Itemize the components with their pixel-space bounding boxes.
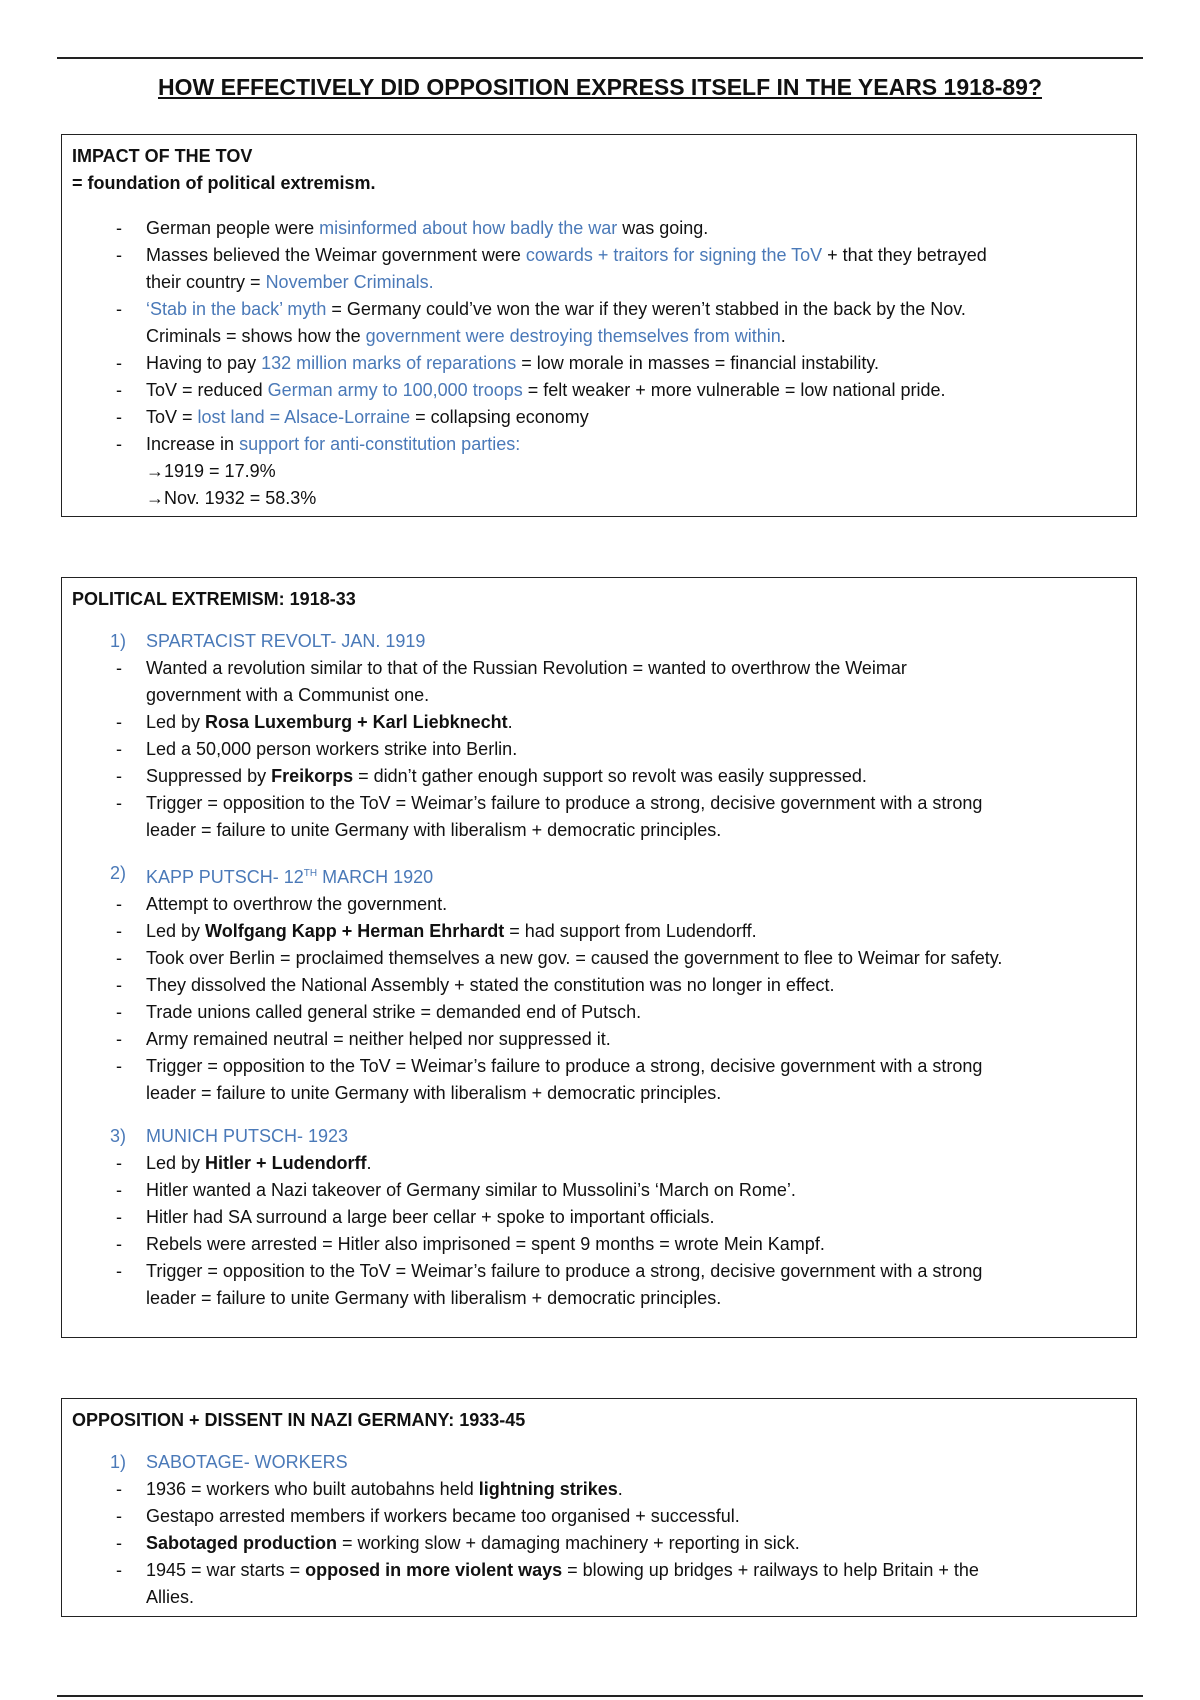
list-item: - Led by Wolfgang Kapp + Herman Ehrhardt = had support from Ludendorff.: [116, 921, 757, 941]
list-item: - Trigger = opposition to the ToV = Weimar’s failure to produce a strong, decisive government with a strong leader = failure to unite Germany with liberalism + democratic principles.: [116, 1056, 983, 1103]
list-item: - Attempt to overthrow the government.: [116, 894, 448, 914]
impact-subheading: = foundation of political extremism.: [72, 173, 376, 193]
impact-of-tov-box: [61, 134, 1137, 517]
list-item: - Suppressed by Freikorps = didn’t gather enough support so revolt was easily suppressed.: [116, 766, 867, 786]
list-item: - Led by Hitler + Ludendorff.: [116, 1153, 372, 1173]
list-item: - Trigger = opposition to the ToV = Weimar’s failure to produce a strong, decisive government with a strong leader = failure to unite Germany with liberalism + democratic principles.: [116, 793, 983, 840]
list-item: - Sabotaged production = working slow + damaging machinery + reporting in sick.: [116, 1533, 800, 1553]
list-item: - Trigger = opposition to the ToV = Weimar’s failure to produce a strong, decisive government with a strong leader = failure to unite Germany with liberalism + democratic principles.: [116, 1261, 983, 1308]
list-item: - Wanted a revolution similar to that of the Russian Revolution = wanted to overthrow the Weimar government with a Communist one.: [116, 658, 907, 705]
section-title: 1) SPARTACIST REVOLT- JAN. 1919: [110, 631, 426, 651]
list-item: - Hitler wanted a Nazi takeover of Germany similar to Mussolini’s ‘March on Rome’.: [116, 1180, 796, 1200]
nazi-heading: OPPOSITION + DISSENT IN NAZI GERMANY: 1933-45: [72, 1410, 526, 1430]
list-item: - ToV = lost land = Alsace-Lorraine = collapsing economy: [116, 407, 589, 427]
impact-heading: IMPACT OF THE TOV: [72, 146, 253, 166]
list-item: - Trade unions called general strike = demanded end of Putsch.: [116, 1002, 642, 1022]
list-item: - Army remained neutral = neither helped nor suppressed it.: [116, 1029, 611, 1049]
list-item: - Led by Rosa Luxemburg + Karl Liebknecht.: [116, 712, 513, 732]
list-item: - Hitler had SA surround a large beer cellar + spoke to important officials.: [116, 1207, 715, 1227]
list-item: - Masses believed the Weimar government were cowards + traitors for signing the ToV + that they betrayed their country = November Criminals.: [116, 245, 987, 292]
list-item: - Took over Berlin = proclaimed themselves a new gov. = caused the government to flee to Weimar for safety.: [116, 948, 1003, 968]
munich-putsch-section: [72, 1123, 1126, 1312]
political-extremism-box: [61, 577, 1137, 1338]
spartacist-section: [72, 628, 1126, 844]
list-item: - They dissolved the National Assembly + stated the constitution was no longer in effect.: [116, 975, 835, 995]
list-item: - Gestapo arrested members if workers became too organised + successful.: [116, 1506, 740, 1526]
list-item: - German people were misinformed about how badly the war was going.: [116, 218, 709, 238]
stat-1919: →1919 = 17.9%: [146, 461, 276, 481]
nazi-germany-opposition-box: [61, 1398, 1137, 1617]
bottom-rule: [57, 1695, 1143, 1697]
list-item: - Increase in support for anti-constitution parties:: [116, 434, 521, 454]
list-item: - 1945 = war starts = opposed in more violent ways = blowing up bridges + railways to help Britain + the Allies.: [116, 1560, 979, 1607]
list-item: - ‘Stab in the back’ myth = Germany could’ve won the war if they weren’t stabbed in the back by the Nov. Criminals = shows how the government were destroying themselves from within.: [116, 299, 966, 346]
list-item: - ToV = reduced German army to 100,000 troops = felt weaker + more vulnerable = low national pride.: [116, 380, 946, 400]
impact-bullet-list: [72, 215, 1126, 458]
section-title: 3) MUNICH PUTSCH- 1923: [110, 1126, 349, 1146]
list-item: - Led a 50,000 person workers strike into Berlin.: [116, 739, 518, 759]
section-title: 2) KAPP PUTSCH- 12TH MARCH 1920: [110, 863, 434, 887]
list-item: - Rebels were arrested = Hitler also imprisoned = spent 9 months = wrote Mein Kampf.: [116, 1234, 825, 1254]
top-rule: [57, 57, 1143, 59]
list-item: - Having to pay 132 million marks of reparations = low morale in masses = financial instability.: [116, 353, 880, 373]
stat-1932: →Nov. 1932 = 58.3%: [146, 488, 317, 508]
page-title: HOW EFFECTIVELY DID OPPOSITION EXPRESS ITSELF IN THE YEARS 1918-89?: [158, 74, 1042, 100]
sabotage-section: [72, 1449, 1126, 1611]
extremism-heading: POLITICAL EXTREMISM: 1918-33: [72, 589, 356, 609]
list-item: - 1936 = workers who built autobahns held lightning strikes.: [116, 1479, 623, 1499]
kapp-putsch-section: [72, 860, 1126, 1107]
section-title: 1) SABOTAGE- WORKERS: [110, 1452, 348, 1472]
